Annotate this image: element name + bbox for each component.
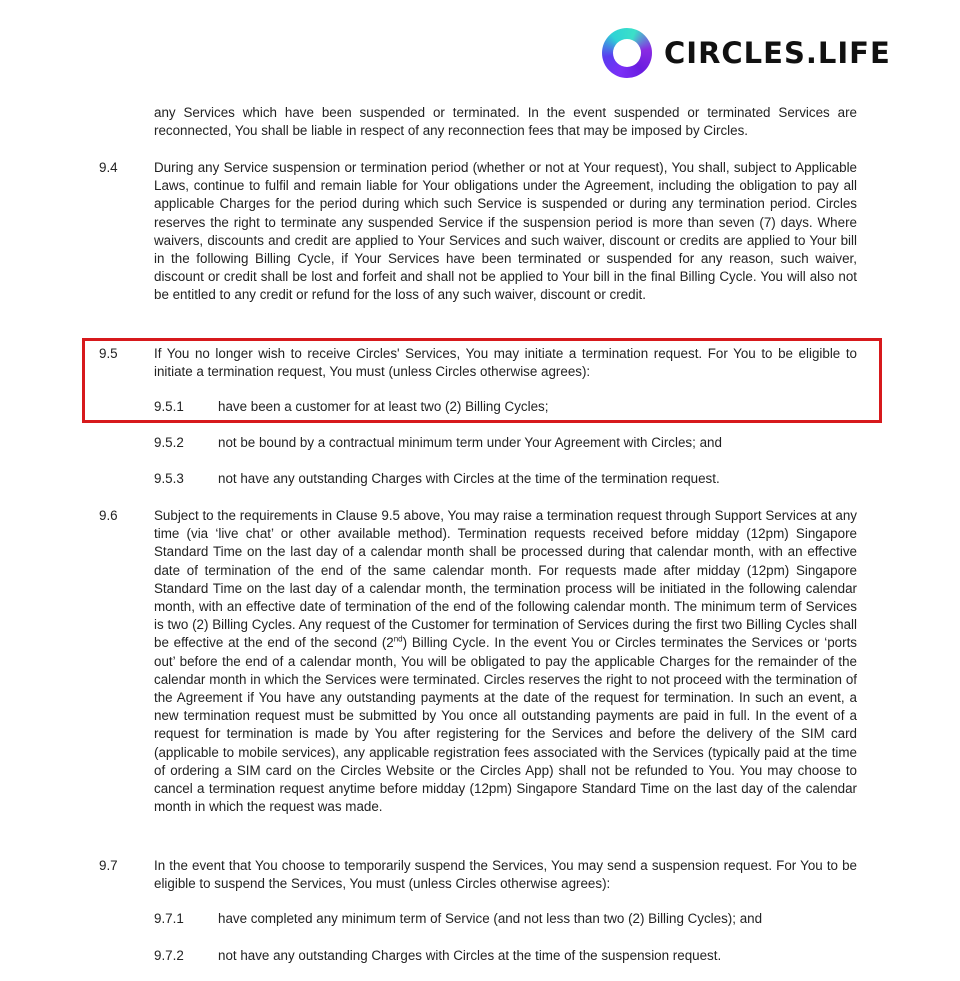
logo-text: CIRCLES.LIFE bbox=[664, 36, 891, 70]
subclause-text-9-5-2: not be bound by a contractual minimum term under Your Agreement with Circles; and bbox=[218, 435, 722, 450]
continuation-paragraph: any Services which have been suspended or terminated. In the event suspended or terminated Services are reconnected, You shall be liable in respect of any reconnection fees that may be imposed by Circles. bbox=[154, 105, 857, 139]
clause-number-9-6: 9.6 bbox=[99, 508, 118, 523]
subclause-number-9-5-2: 9.5.2 bbox=[154, 435, 184, 450]
clause-text-9-4: During any Service suspension or termination period (whether or not at Your request), You shall, subject to Applicable Laws, continue to fulfil and remain liable for Your obligations under the Agreement, including the obligation to pay all applicable Charges for the period during which such Service is suspended or during any termination period. Circles reserves the right to terminate any suspended Service if the suspension period is more than seven (7) days. Where waivers, discounts and credit are applied to Your Services and such waiver, discount or credits are applied to Your bill in the following Billing Cycle, if Your Services have been terminated or suspended for any reason, such waiver, discount or credit shall be lost and forfeit and shall not be applied to Your bill in the final Billing Cycle. You will also not be entitled to any credit or refund for the loss of any such waiver, discount or credit. bbox=[154, 160, 857, 303]
subclause-text-9-5-1: have been a customer for at least two (2) Billing Cycles; bbox=[218, 399, 549, 414]
clause-text-9-6-part1: Subject to the requirements in Clause 9.5 above, You may raise a termination request through Support Services at any time (via ‘live chat’ or other available method). Termination requests received before midday (12pm) Singapore Standard Time on the last day of a calendar month shall be processed during that calendar month, with an effective date of termination of the end of the same calendar month. For requests made after midday (12pm) Singapore Standard Time on the last day of a calendar month, the termination process will be initiated in the following calendar month, with an effective date of termination of the end of the following calendar month. The minimum term of Services is two (2) Billing Cycles. Any request of the Customer for termination of Services during the first two Billing Cycles shall be effective at the end of the second (2 bbox=[154, 508, 857, 651]
subclause-text-9-5-3: not have any outstanding Charges with Circles at the time of the termination request. bbox=[218, 471, 720, 486]
subclause-number-9-7-1: 9.7.1 bbox=[154, 911, 184, 926]
superscript-nd: nd bbox=[393, 634, 403, 644]
subclause-number-9-7-2: 9.7.2 bbox=[154, 948, 184, 963]
clause-number-9-7: 9.7 bbox=[99, 858, 118, 873]
subclause-number-9-5-1: 9.5.1 bbox=[154, 399, 184, 414]
clause-number-9-4: 9.4 bbox=[99, 160, 118, 175]
clause-text-9-6 bbox=[154, 507, 857, 816]
subclause-text-9-7-1: have completed any minimum term of Service (and not less than two (2) Billing Cycles); and bbox=[218, 911, 763, 926]
clause-text-9-5: If You no longer wish to receive Circles' Services, You may initiate a termination request. For You to be eligible to initiate a termination request, You must (unless Circles otherwise agrees): bbox=[154, 346, 857, 380]
subclause-text-9-7-2: not have any outstanding Charges with Circles at the time of the suspension request. bbox=[218, 948, 722, 963]
circles-life-logo bbox=[602, 25, 891, 81]
subclause-number-9-5-3: 9.5.3 bbox=[154, 471, 184, 486]
clause-text-9-7: In the event that You choose to temporarily suspend the Services, You may send a suspension request. For You to be eligible to suspend the Services, You must (unless Circles otherwise agrees): bbox=[154, 858, 857, 892]
circle-ring-logo-icon bbox=[602, 28, 652, 78]
clause-text-9-6-part2: ) Billing Cycle. In the event You or Circles terminates the Services or ‘ports out’ before the end of a calendar month, You will be obligated to pay the applicable Charges for the remainder of the calendar month in which the Services were terminated. Circles reserves the right to not proceed with the termination of the Agreement if You have any outstanding payments at the date of the request for termination. In such an event, a new termination request must be submitted by You once all outstanding payments are paid in full. In the event of a request for termination is made by You after registering for the Services and before the delivery of the SIM card (applicable to mobile services), any applicable registration fees associated with the Services (typically paid at the time of ordering a SIM card on the Circles Website or the Circles App) shall not be refunded to You. You may choose to cancel a termination request anytime before midday (12pm) Singapore Standard Time on the last day of the calendar month in which the request was made. bbox=[154, 635, 857, 815]
clause-number-9-5: 9.5 bbox=[99, 346, 118, 361]
